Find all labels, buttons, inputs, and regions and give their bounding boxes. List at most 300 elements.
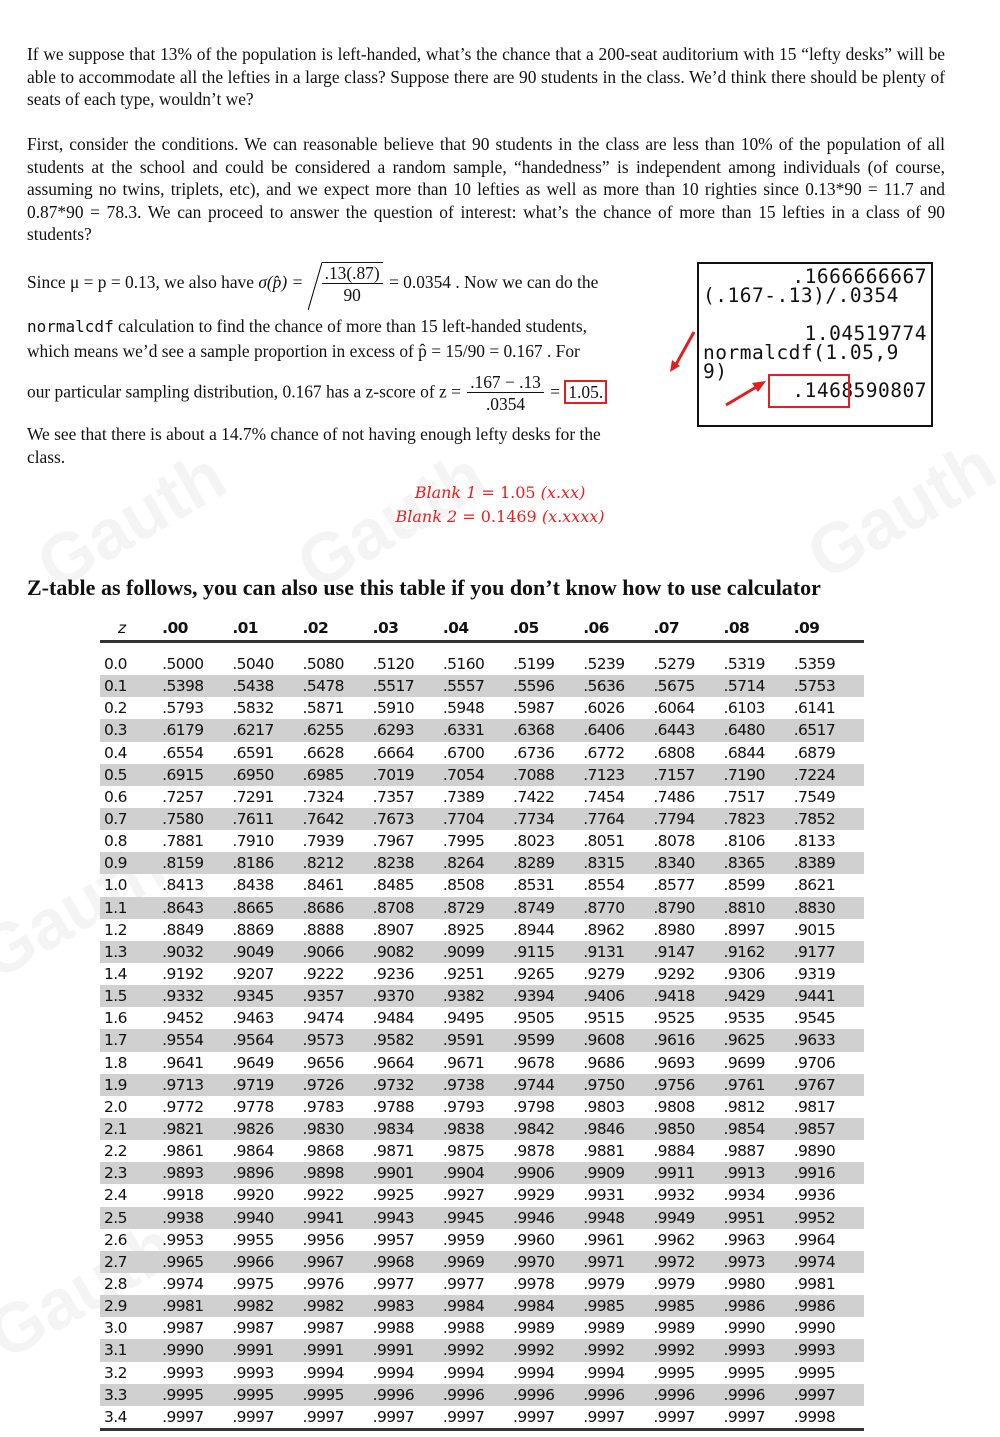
probability-cell: .9987 [302,1319,344,1338]
probability-cell: .9965 [162,1251,232,1273]
table-row [100,719,864,741]
probability-cell: .8770 [583,897,653,919]
probability-cell: .9936 [793,1186,836,1205]
probability-cell: .8577 [653,876,695,895]
calc-line: normalcdf(1.05,9 [703,341,899,364]
probability-cell: .9931 [583,1186,625,1205]
probability-cell: .6628 [302,743,344,762]
probability-cell: .6331 [443,719,513,741]
probability-cell: .9207 [232,965,274,984]
probability-cell: .7422 [513,787,555,806]
z-value-cell: 2.0 [104,1097,127,1116]
table-row [100,1207,864,1229]
probability-cell: .8888 [302,920,344,939]
probability-cell: .9993 [794,1339,864,1361]
probability-cell: .6950 [232,764,302,786]
probability-cell: .8944 [513,920,555,939]
intro-paragraph-2: First, consider the conditions. We can reasonable believe that 90 students in the class are less than 10% of the population of all students at the school and could be considered a random sample, “handedness” is independent among individuals (of course, assuming no twins, triplets, etc), and we expect more than 10 lefties as well as more than 10 righties since 0.13*90 = 11.7 and 0.87*90 = 78.3. We can proceed to answer the question of interest: what’s the chance of more than 15 lefties in a class of 90 students? [27,134,945,245]
table-row [100,1140,864,1162]
probability-cell: .9505 [513,1009,555,1028]
probability-cell: .9798 [513,1097,555,1116]
blank-1: Blank 1 = 1.05 (x.xx) [414,483,586,502]
probability-cell: .9564 [232,1029,302,1051]
probability-cell: .9394 [513,985,583,1007]
probability-cell: .9995 [162,1384,232,1406]
probability-cell: .9671 [442,1053,485,1072]
table-row [100,941,864,963]
probability-cell: .9878 [513,1142,555,1161]
probability-cell: .8340 [653,852,723,874]
z-fraction: $\frac{.167 - .13}{.0354}$ [467,372,544,415]
probability-cell: .9987 [162,1319,204,1338]
probability-cell: .9989 [513,1319,555,1338]
table-row [100,985,864,1007]
calc-result-highlight [768,374,850,408]
probability-cell: .9946 [513,1207,583,1229]
probability-cell: .6141 [793,699,836,718]
table-row [100,1029,864,1051]
probability-cell: .9535 [723,1009,765,1028]
table-row [100,808,864,830]
probability-cell: .9573 [303,1029,373,1051]
z-value-cell: 1.9 [100,1074,162,1096]
table-row [100,1384,864,1406]
probability-cell: .6064 [653,699,695,718]
probability-cell: .9934 [723,1186,765,1205]
probability-cell: .7734 [513,808,583,830]
probability-cell: .9998 [794,1406,864,1430]
probability-cell: .9982 [232,1295,302,1317]
z-value-cell: 2.7 [100,1251,162,1273]
probability-cell: .6879 [793,743,836,762]
probability-cell: .9599 [513,1029,583,1051]
probability-cell: .9986 [724,1295,794,1317]
probability-cell: .8315 [583,852,653,874]
probability-cell: .9484 [372,1009,415,1028]
probability-cell: .9147 [653,941,723,963]
probability-cell: .9495 [442,1009,485,1028]
probability-cell: .9982 [303,1295,373,1317]
table-row [100,675,864,697]
table-row [100,1052,864,1074]
probability-cell: .5398 [162,675,232,697]
probability-cell: .9382 [443,985,513,1007]
probability-cell: .9803 [583,1097,625,1116]
probability-cell: .9986 [794,1295,864,1317]
probability-cell: .9756 [653,1074,723,1096]
calc-line: 9) [703,360,728,383]
z-table-header: z .00 .01 .02 .03 .04 .05 .06 .07 .08 .09 [100,616,864,642]
probability-cell: .9992 [513,1339,583,1361]
probability-cell: .9997 [653,1406,723,1430]
probability-cell: .5675 [653,675,723,697]
probability-cell: .9992 [443,1339,513,1361]
probability-cell: .7224 [794,764,864,786]
probability-cell: .9265 [513,965,555,984]
probability-cell: .9979 [653,1275,695,1293]
probability-cell: .9994 [442,1363,485,1382]
z-value-cell: 1.8 [104,1053,127,1072]
z-value-cell: 1.6 [104,1009,127,1028]
probability-cell: .6368 [513,719,583,741]
z-value-cell: 1.0 [104,876,127,895]
probability-cell: .7939 [302,832,344,851]
probability-cell: .9732 [373,1074,443,1096]
table-row [100,1007,864,1029]
probability-cell: .9842 [513,1118,583,1140]
probability-cell: .9925 [372,1186,415,1205]
probability-cell: .9920 [232,1186,274,1205]
probability-cell: .7642 [303,808,373,830]
probability-cell: .9972 [653,1251,723,1273]
probability-cell: .9967 [303,1251,373,1273]
probability-cell: .9177 [794,941,864,963]
table-row [100,1074,864,1096]
table-row [100,919,864,941]
table-row [100,1339,864,1361]
probability-cell: .8413 [162,876,204,895]
probability-cell: .9990 [723,1319,765,1338]
probability-cell: .6179 [162,719,232,741]
probability-cell: .9993 [724,1339,794,1361]
probability-cell: .9993 [162,1363,204,1382]
probability-cell: .9525 [653,1009,695,1028]
probability-cell: .9991 [303,1339,373,1361]
blank-2: Blank 2 = 0.1469 (x.xxxx) [395,507,605,526]
probability-cell: .9996 [373,1384,443,1406]
probability-cell: .6480 [724,719,794,741]
probability-cell: .9974 [162,1275,204,1293]
probability-cell: .5753 [794,675,864,697]
probability-cell: .9793 [442,1097,485,1116]
probability-cell: .9474 [302,1009,344,1028]
probability-cell: .9997 [232,1406,302,1430]
z-value-cell: 1.7 [100,1029,162,1051]
probability-cell: .7019 [373,764,443,786]
probability-cell: .9066 [303,941,373,963]
probability-cell: .9826 [232,1118,302,1140]
z-value-cell: 0.6 [104,787,127,806]
probability-cell: .9951 [724,1207,794,1229]
probability-cell: .6915 [162,764,232,786]
probability-cell: .5478 [303,675,373,697]
probability-cell: .9131 [583,941,653,963]
probability-cell: .8051 [583,832,625,851]
probability-cell: .9996 [653,1384,723,1406]
probability-cell: .9032 [162,941,232,963]
probability-cell: .9994 [583,1363,625,1382]
sqrt-expression: $\frac{.13(.87)}{90}$ [308,262,385,306]
probability-cell: .9996 [724,1384,794,1406]
probability-cell: .9861 [162,1142,204,1161]
probability-cell: .9938 [162,1207,232,1229]
probability-cell: .7157 [653,764,723,786]
probability-cell: .6406 [583,719,653,741]
probability-cell: .9406 [583,985,653,1007]
probability-cell: .5438 [232,675,302,697]
probability-cell: .7967 [372,832,415,851]
probability-cell: .9988 [372,1319,415,1338]
probability-cell: .9901 [373,1162,443,1184]
probability-cell: .5832 [232,699,274,718]
probability-cell: .8686 [303,897,373,919]
solution-line-conclusion: We see that there is about a 14.7% chance of not having enough lefty desks for the [27,424,601,444]
probability-cell: .6591 [232,743,274,762]
probability-cell: .9969 [443,1251,513,1273]
table-row [100,1118,864,1140]
probability-cell: .8643 [162,897,232,919]
probability-cell: .6985 [303,764,373,786]
solution-line-sigma: Since μ = p = 0.13, we also have σ(p̂) = $\frac{.13(.87)}{90}$ = 0.0354 . Now we can do the [27,263,599,305]
table-row [100,697,864,719]
probability-cell: .8621 [793,876,836,895]
probability-cell: .9664 [372,1053,415,1072]
table-row [100,1362,864,1384]
probability-cell: .8212 [303,852,373,874]
probability-cell: .5793 [162,699,204,718]
probability-cell: .9991 [232,1339,302,1361]
probability-cell: .9678 [513,1053,555,1072]
probability-cell: .9099 [443,941,513,963]
probability-cell: .9996 [443,1384,513,1406]
table-row [100,1251,864,1273]
probability-cell: .9988 [442,1319,485,1338]
table-row [100,653,864,675]
probability-cell: .9996 [513,1384,583,1406]
solution-line-conclusion-end: class. [27,447,66,467]
probability-cell: .9941 [303,1207,373,1229]
probability-cell: .9994 [302,1363,344,1382]
probability-cell: .8023 [513,832,555,851]
probability-cell: .9904 [443,1162,513,1184]
probability-cell: .9984 [443,1295,513,1317]
probability-cell: .9850 [653,1118,723,1140]
probability-cell: .9995 [723,1363,765,1382]
probability-cell: .9864 [232,1142,274,1161]
probability-cell: .9719 [232,1074,302,1096]
probability-cell: .9953 [162,1230,204,1249]
probability-cell: .9984 [513,1295,583,1317]
probability-cell: .9968 [373,1251,443,1273]
probability-cell: .6772 [583,743,625,762]
sigma-symbol: σ(p̂) = [258,272,308,292]
z-value-cell: 3.1 [100,1339,162,1361]
probability-cell: .5596 [513,675,583,697]
probability-cell: .9834 [373,1118,443,1140]
probability-cell: .5359 [793,655,836,674]
probability-cell: .9049 [232,941,302,963]
probability-cell: .9591 [443,1029,513,1051]
intro-paragraph-1: If we suppose that 13% of the population is left-handed, what’s the chance that a 200-seat auditorium with 15 “lefty desks” will be able to accommodate all the lefties in a large class? Suppose there are 90 students in the class. We’d think there should be plenty of seats of each type, wouldn’t we? [27,44,945,110]
probability-cell: .9985 [583,1295,653,1317]
probability-cell: .7357 [372,787,415,806]
probability-cell: .9857 [794,1118,864,1140]
probability-cell: .9997 [724,1406,794,1430]
probability-cell: .9115 [513,941,583,963]
probability-cell: .9608 [583,1029,653,1051]
probability-cell: .8365 [724,852,794,874]
probability-cell: .9817 [793,1097,836,1116]
z-value-cell: 2.1 [100,1118,162,1140]
probability-cell: .7910 [232,832,274,851]
probability-cell: .9997 [373,1406,443,1430]
z-value-cell: 1.5 [100,985,162,1007]
table-row [100,1229,864,1251]
probability-cell: .8554 [583,876,625,895]
probability-cell: .9616 [653,1029,723,1051]
probability-cell: .9554 [162,1029,232,1051]
probability-cell: .9761 [724,1074,794,1096]
probability-cell: .7995 [442,832,485,851]
probability-cell: .9838 [443,1118,513,1140]
probability-cell: .8133 [793,832,836,851]
probability-cell: .7389 [442,787,485,806]
probability-cell: .8508 [442,876,485,895]
probability-cell: .5040 [232,655,274,674]
red-arrow-icon [668,330,698,375]
probability-cell: .9726 [303,1074,373,1096]
probability-cell: .9868 [302,1142,344,1161]
z-value-cell: 0.4 [104,743,127,762]
probability-cell: .6736 [513,743,555,762]
probability-cell: .9961 [583,1230,625,1249]
probability-cell: .9940 [232,1207,302,1229]
probability-cell: .6664 [372,743,415,762]
probability-cell: .7549 [793,787,836,806]
probability-cell: .9971 [583,1251,653,1273]
probability-cell: .9957 [372,1230,415,1249]
probability-cell: .9948 [583,1207,653,1229]
probability-cell: .5160 [442,655,485,674]
probability-cell: .7088 [513,764,583,786]
table-row [100,1096,864,1118]
z-value-cell: 0.0 [104,655,127,674]
probability-cell: .8790 [653,897,723,919]
probability-cell: .8849 [162,920,204,939]
probability-cell: .9955 [232,1230,274,1249]
probability-cell: .9945 [443,1207,513,1229]
z-value-cell: 0.3 [100,719,162,741]
probability-cell: .6443 [653,719,723,741]
probability-cell: .9812 [723,1097,765,1116]
probability-cell: .9989 [583,1319,625,1338]
probability-cell: .8962 [583,920,625,939]
probability-cell: .9871 [372,1142,415,1161]
probability-cell: .7764 [583,808,653,830]
probability-cell: .8925 [442,920,485,939]
table-row [100,1184,864,1206]
z-value-cell: 3.4 [100,1406,162,1430]
table-row [100,742,864,764]
probability-cell: .8531 [513,876,555,895]
probability-cell: .9279 [583,965,625,984]
table-row [100,1273,864,1295]
probability-cell: .7611 [232,808,302,830]
probability-cell: .5948 [442,699,485,718]
probability-cell: .9706 [793,1053,836,1072]
probability-cell: .9292 [653,965,695,984]
probability-cell: .7291 [232,787,274,806]
probability-cell: .9909 [583,1162,653,1184]
table-row [100,764,864,786]
probability-cell: .9985 [653,1295,723,1317]
probability-cell: .9884 [653,1142,695,1161]
probability-cell: .9441 [794,985,864,1007]
probability-cell: .9452 [162,1009,204,1028]
probability-cell: .9916 [794,1162,864,1184]
probability-cell: .9956 [302,1230,344,1249]
probability-cell: .9995 [793,1363,836,1382]
probability-cell: .8264 [443,852,513,874]
probability-cell: .9357 [303,985,373,1007]
probability-cell: .9980 [723,1275,765,1293]
table-row [100,1317,864,1339]
probability-cell: .9875 [442,1142,485,1161]
z-value-highlight: 1.05. [564,380,607,404]
probability-cell: .9959 [442,1230,485,1249]
probability-cell: .7823 [724,808,794,830]
probability-cell: .9964 [793,1230,836,1249]
probability-cell: .7673 [373,808,443,830]
probability-cell: .9633 [794,1029,864,1051]
probability-cell: .9979 [583,1275,625,1293]
probability-cell: .8238 [373,852,443,874]
calc-line: .1666666667 [792,265,927,288]
probability-cell: .9699 [723,1053,765,1072]
solution-line-zscore: our particular sampling distribution, 0.167 has a z-score of z = $\frac{.167 - .13}{.0354}$ = 1.05. [27,372,607,415]
probability-cell: .9918 [162,1186,204,1205]
answer-blanks [380,481,620,529]
probability-cell: .9997 [162,1406,232,1430]
probability-cell: .9989 [653,1319,695,1338]
probability-cell: .8438 [232,876,274,895]
probability-cell: .7580 [162,808,232,830]
probability-cell: .5910 [372,699,415,718]
probability-cell: .9993 [232,1363,274,1382]
probability-cell: .7454 [583,787,625,806]
probability-cell: .9162 [724,941,794,963]
probability-cell: .8665 [232,897,302,919]
probability-cell: .8749 [513,897,583,919]
probability-cell: .9744 [513,1074,583,1096]
probability-cell: .9994 [513,1363,555,1382]
probability-cell: .9545 [793,1009,836,1028]
probability-cell: .5636 [583,675,653,697]
z-value-cell: 2.3 [100,1162,162,1184]
probability-cell: .8708 [373,897,443,919]
probability-cell: .9987 [232,1319,274,1338]
probability-cell: .8389 [794,852,864,874]
probability-cell: .9977 [372,1275,415,1293]
probability-cell: .6517 [794,719,864,741]
probability-cell: .9960 [513,1230,555,1249]
watermark [794,425,1000,595]
probability-cell: .8078 [653,832,695,851]
probability-cell: .7881 [162,832,204,851]
probability-cell: .7324 [302,787,344,806]
probability-cell: .7517 [723,787,765,806]
probability-cell: .9750 [583,1074,653,1096]
probability-cell: .7852 [794,808,864,830]
probability-cell: .9319 [793,965,836,984]
probability-cell: .9913 [724,1162,794,1184]
probability-cell: .8485 [372,876,415,895]
probability-cell: .9808 [653,1097,695,1116]
probability-cell: .8907 [372,920,415,939]
probability-cell: .9778 [232,1097,274,1116]
table-row [100,1162,864,1184]
probability-cell: .8461 [302,876,344,895]
